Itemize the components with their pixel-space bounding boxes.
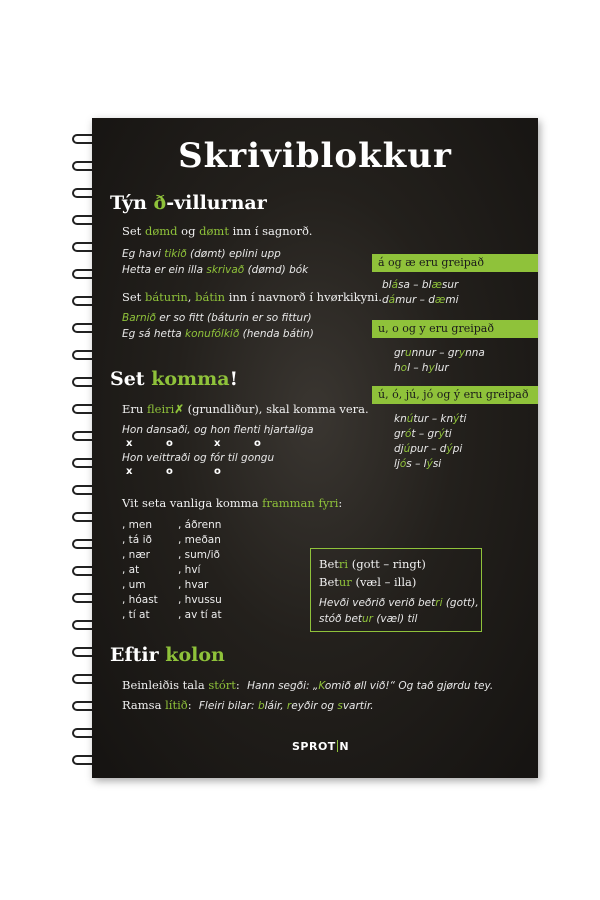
conjunction-list-2 <box>178 518 222 623</box>
sidebar-heading: u, o og y eru greipað <box>372 320 538 338</box>
example-line: Hon dansaði, og hon flenti hjartaliga <box>122 424 314 436</box>
example-line: Barnið er so fitt (báturin er so fittur) <box>122 312 312 324</box>
list-item: , hví <box>178 564 201 576</box>
box-example: stóð betur (væl) til <box>319 613 418 625</box>
rule-fleiri: Eru fleiri✗ (grundliður), skal komma vera. <box>122 402 369 416</box>
rule-lítið: Ramsa lítið: Fleiri bilar: bláir, reyðir og svartir. <box>122 698 374 712</box>
sidebar-heading: ú, ó, jú, jó og ý eru greipað <box>372 386 538 404</box>
example-line: Eg havi tikið (dømt) eplini upp <box>122 248 281 260</box>
heading-ð-villurnar: Týn ð-villurnar <box>110 192 267 214</box>
list-item: , at <box>122 564 140 576</box>
list-item: , tí at <box>122 609 150 621</box>
example-mark: o <box>166 438 173 449</box>
sidebar-item: grunnur – grynna <box>394 347 485 359</box>
heading-set-komma: Set komma! <box>110 368 238 390</box>
sidebar-items-1 <box>382 278 459 308</box>
example-line: Eg sá hetta konufólkið (henda bátin) <box>122 328 314 340</box>
sidebar-item: knútur – knýti <box>394 413 467 425</box>
conjunction-list-1 <box>122 518 158 623</box>
list-item: , hóast <box>122 594 158 606</box>
sidebar-items-2 <box>394 346 485 376</box>
example-line: Hon veittraði og fór til gongu <box>122 452 275 464</box>
list-item: , men <box>122 519 153 531</box>
betri-betur-box <box>310 548 482 632</box>
heading-eftir-kolon: Eftir kolon <box>110 644 225 666</box>
sidebar-items-3 <box>394 412 466 472</box>
rule-framman-fyri: Vit seta vanliga komma framman fyri: <box>122 496 343 510</box>
example-line: Hetta er ein illa skrivað (dømd) bók <box>122 264 309 276</box>
sidebar-heading: á og æ eru greipað <box>372 254 538 272</box>
box-line: Betri (gott – ringt) <box>319 557 426 571</box>
box-line: Betur (væl – illa) <box>319 575 417 589</box>
page-title: Skriviblokkur <box>178 136 452 176</box>
sidebar-item: djúpur – dýpi <box>394 443 463 455</box>
notebook-cover <box>92 118 538 778</box>
example-mark: x <box>126 466 133 477</box>
rule-stórt: Beinleiðis tala stórt: Hann segði: „Komið øll við!“ Og tað gjørdu tey. <box>122 678 494 692</box>
list-item: , hvar <box>178 579 209 591</box>
sidebar-item: hol – hylur <box>394 362 449 374</box>
sidebar-item: blása – blæsur <box>382 279 459 291</box>
list-item: , tá ið <box>122 534 152 546</box>
rule-dømd-dømt: Set dømd og dømt inn í sagnorð. <box>122 224 313 238</box>
sidebar-item: dámur – dæmi <box>382 294 459 306</box>
example-mark: x <box>214 438 221 449</box>
example-mark: o <box>254 438 261 449</box>
list-item: , áðrenn <box>178 519 222 531</box>
list-item: , av tí at <box>178 609 222 621</box>
list-item: , nær <box>122 549 150 561</box>
example-mark: o <box>214 466 221 477</box>
list-item: , sum/ið <box>178 549 220 561</box>
example-mark: x <box>126 438 133 449</box>
example-mark: o <box>166 466 173 477</box>
example-marks <box>126 438 284 449</box>
rule-báturin-bátin: Set báturin, bátin inn í navnorð í hvørkikyni. <box>122 290 382 304</box>
list-item: , um <box>122 579 146 591</box>
list-item: , meðan <box>178 534 221 546</box>
sprotin-logo: SPROT N <box>292 740 350 753</box>
sidebar-item: grót – grýti <box>394 428 452 440</box>
box-example: Hevði veðrið verið betri (gott), <box>319 597 479 609</box>
sidebar-item: ljós – lýsi <box>394 458 442 470</box>
list-item: , hvussu <box>178 594 222 606</box>
example-marks <box>126 466 244 477</box>
